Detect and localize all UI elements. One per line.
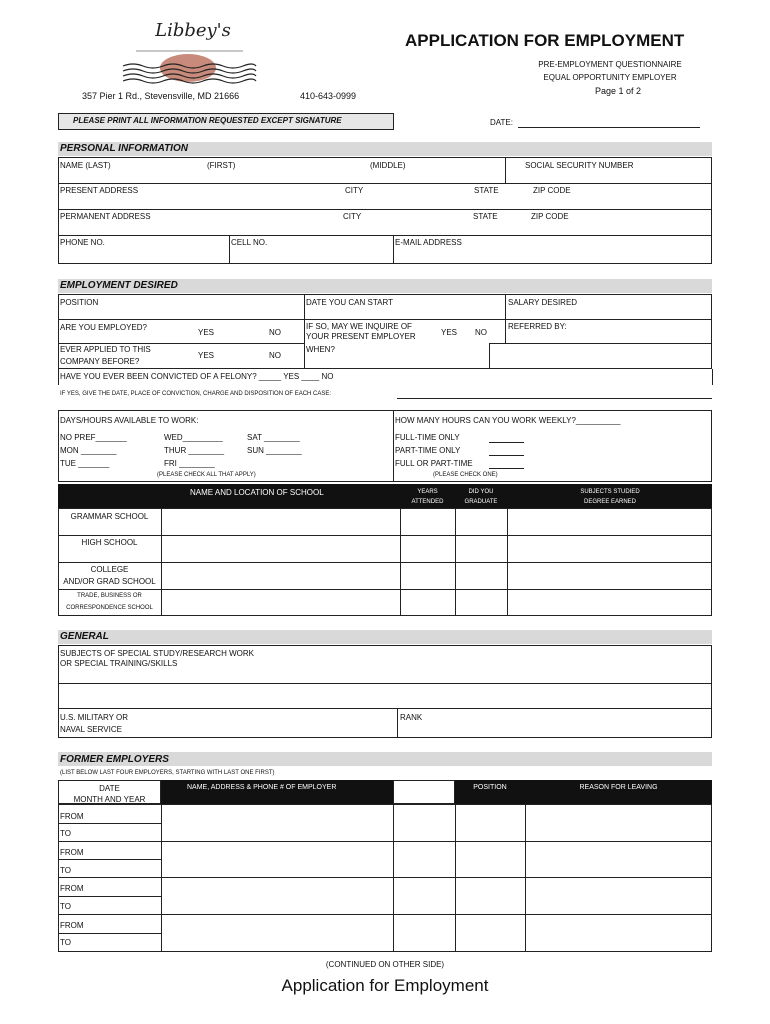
former-row2-to: TO xyxy=(60,866,71,875)
conviction-details-label: IF YES, GIVE THE DATE, PLACE OF CONVICTION, CHARGE AND DISPOSITION OF EACH CASE: xyxy=(60,391,332,397)
phone-text: 410-643-0999 xyxy=(300,91,357,101)
salary-label: SALARY DESIRED xyxy=(508,298,578,307)
edu-grammar-field[interactable] xyxy=(162,509,711,534)
part-time-field[interactable] xyxy=(489,455,524,456)
referred-label: REFERRED BY: xyxy=(508,322,567,331)
address-text: 357 Pier 1 Rd., Stevensville, MD 21666 xyxy=(82,91,240,101)
edu-row-trade-1: TRADE, BUSINESS OR xyxy=(77,593,142,599)
email-field[interactable] xyxy=(394,248,711,263)
former-col-date-2: MONTH AND YEAR xyxy=(73,795,146,804)
edu-row-high: HIGH SCHOOL xyxy=(81,538,138,547)
start-date-label: DATE YOU CAN START xyxy=(306,298,393,307)
name-last-label: NAME (LAST) xyxy=(60,161,111,170)
former-col-reason: REASON FOR LEAVING xyxy=(579,784,658,791)
day-sun[interactable]: SUN ________ xyxy=(247,446,302,455)
company-logo xyxy=(118,18,258,84)
edu-col-subj-1: SUBJECTS STUDIED xyxy=(580,489,640,495)
print-notice: PLEASE PRINT ALL INFORMATION REQUESTED EXCEPT SIGNATURE xyxy=(73,116,342,125)
edu-col-grad-2: GRADUATE xyxy=(464,499,498,505)
felony-question: HAVE YOU EVER BEEN CONVICTED OF A FELONY? _____ YES ____ NO xyxy=(60,372,334,381)
applied-label-2: COMPANY BEFORE? xyxy=(60,357,140,366)
former-row1-to: TO xyxy=(60,829,71,838)
edu-college-field[interactable] xyxy=(162,563,711,588)
present-address-label: PRESENT ADDRESS xyxy=(60,186,139,195)
former-col-date-1: DATE xyxy=(99,784,120,793)
edu-row-grammar: GRAMMAR SCHOOL xyxy=(70,512,149,521)
day-fri[interactable]: FRI ________ xyxy=(164,459,215,468)
edu-row-college-2: AND/OR GRAD SCHOOL xyxy=(63,577,156,586)
subtitle-questionnaire: PRE-EMPLOYMENT QUESTIONNAIRE xyxy=(538,60,682,69)
rank-label: RANK xyxy=(400,713,423,722)
present-address-field[interactable] xyxy=(59,196,711,208)
phone-field[interactable] xyxy=(59,248,228,263)
name-field[interactable] xyxy=(59,172,504,182)
present-city-label: CITY xyxy=(345,186,364,195)
day-no-pref[interactable]: NO PREF_______ xyxy=(60,433,127,442)
hours-weekly-label: HOW MANY HOURS CAN YOU WORK WEEKLY?__________ xyxy=(395,416,621,425)
full-time-label: FULL-TIME ONLY xyxy=(395,433,460,442)
applied-label-1: EVER APPLIED TO THIS xyxy=(60,345,151,354)
svg-text:Libbey's: Libbey's xyxy=(155,20,231,41)
employed-label: ARE YOU EMPLOYED? xyxy=(60,323,147,332)
inquire-label-2: YOUR PRESENT EMPLOYER xyxy=(306,332,416,341)
name-first-label: (FIRST) xyxy=(207,161,236,170)
edu-col-grad-1: DID YOU xyxy=(468,489,494,495)
applied-yes[interactable]: YES xyxy=(198,351,215,360)
position-label: POSITION xyxy=(60,298,99,307)
employed-no[interactable]: NO xyxy=(269,328,281,337)
email-label: E-MAIL ADDRESS xyxy=(395,238,462,247)
former-row4-fields[interactable] xyxy=(162,915,711,951)
day-tue[interactable]: TUE _______ xyxy=(60,459,110,468)
inquire-yes[interactable]: YES xyxy=(441,328,458,337)
former-row4-to: TO xyxy=(60,938,71,947)
rank-field[interactable] xyxy=(428,709,711,737)
check-all-note: (PLEASE CHECK ALL THAT APPLY) xyxy=(157,472,256,478)
part-time-label: PART-TIME ONLY xyxy=(395,446,461,455)
edu-col-subj-2: DEGREE EARNED xyxy=(583,499,636,505)
inquire-no[interactable]: NO xyxy=(475,328,487,337)
continued-note: (CONTINUED ON OTHER SIDE) xyxy=(325,960,445,969)
military-field[interactable] xyxy=(160,709,396,737)
former-col-position: POSITION xyxy=(473,784,507,791)
edu-col-school: NAME AND LOCATION OF SCHOOL xyxy=(190,488,324,497)
general-section-title: GENERAL xyxy=(60,631,109,642)
permanent-state-label: STATE xyxy=(473,212,498,221)
special-study-field[interactable] xyxy=(59,684,711,707)
day-wed[interactable]: WED_________ xyxy=(164,433,223,442)
edu-row-trade-2: CORRESPONDENCE SCHOOL xyxy=(66,605,153,611)
edu-col-years-1: YEARS xyxy=(417,489,438,495)
phone-label: PHONE NO. xyxy=(60,238,105,247)
special-study-label-2: OR SPECIAL TRAINING/SKILLS xyxy=(60,659,178,668)
when-label: WHEN? xyxy=(306,345,335,354)
general-section-bar xyxy=(58,630,712,644)
permanent-city-label: CITY xyxy=(343,212,362,221)
employment-section-title: EMPLOYMENT DESIRED xyxy=(60,280,178,291)
former-row1-fields[interactable] xyxy=(162,805,711,840)
edu-col-years-2: ATTENDED xyxy=(411,499,444,505)
cell-field[interactable] xyxy=(230,248,392,263)
full-time-field[interactable] xyxy=(489,442,524,443)
edu-high-field[interactable] xyxy=(162,536,711,561)
page-number: Page 1 of 2 xyxy=(594,86,642,96)
full-or-part-field[interactable] xyxy=(489,468,524,469)
conviction-details-field[interactable] xyxy=(397,398,712,399)
former-section-title: FORMER EMPLOYERS xyxy=(60,754,169,765)
ssn-label: SOCIAL SECURITY NUMBER xyxy=(525,161,634,170)
salary-field[interactable] xyxy=(506,308,711,318)
name-middle-label: (MIDDLE) xyxy=(370,161,406,170)
military-label-1: U.S. MILITARY OR xyxy=(60,713,129,722)
days-label: DAYS/HOURS AVAILABLE TO WORK: xyxy=(60,416,199,425)
former-row3-fields[interactable] xyxy=(162,878,711,913)
present-zip-label: ZIP CODE xyxy=(533,186,571,195)
former-row3-to: TO xyxy=(60,902,71,911)
footer-caption: Application for Employment xyxy=(281,976,489,995)
former-note: (LIST BELOW LAST FOUR EMPLOYERS, STARTING WITH LAST ONE FIRST) xyxy=(60,770,275,776)
former-row2-from: FROM xyxy=(60,848,84,857)
page-title: APPLICATION FOR EMPLOYMENT xyxy=(405,31,685,50)
permanent-address-label: PERMANENT ADDRESS xyxy=(60,212,151,221)
subtitle-eoe: EQUAL OPPORTUNITY EMPLOYER xyxy=(543,73,677,82)
position-field[interactable] xyxy=(59,308,303,318)
present-state-label: STATE xyxy=(474,186,499,195)
former-col-name: NAME, ADDRESS & PHONE # OF EMPLOYER xyxy=(187,784,337,791)
former-row2-fields[interactable] xyxy=(162,842,711,876)
applied-no[interactable]: NO xyxy=(269,351,281,360)
special-study-label-1: SUBJECTS OF SPECIAL STUDY/RESEARCH WORK xyxy=(60,649,254,658)
inquire-label-1: IF SO, MAY WE INQUIRE OF xyxy=(306,322,412,331)
employed-yes[interactable]: YES xyxy=(198,328,215,337)
day-sat[interactable]: SAT ________ xyxy=(247,433,300,442)
ssn-field[interactable] xyxy=(506,172,711,182)
military-label-2: NAVAL SERVICE xyxy=(60,725,122,734)
day-thur[interactable]: THUR ________ xyxy=(164,446,225,455)
edu-row-college-1: COLLEGE xyxy=(90,565,129,574)
permanent-zip-label: ZIP CODE xyxy=(531,212,569,221)
former-row1-from: FROM xyxy=(60,812,84,821)
cell-label: CELL NO. xyxy=(231,238,268,247)
day-mon[interactable]: MON ________ xyxy=(60,446,117,455)
former-row3-from: FROM xyxy=(60,884,84,893)
check-one-note: (PLEASE CHECK ONE) xyxy=(433,472,498,478)
former-row4-from: FROM xyxy=(60,921,84,930)
start-date-field[interactable] xyxy=(305,308,504,318)
full-or-part-label: FULL OR PART-TIME xyxy=(395,459,473,468)
permanent-address-field[interactable] xyxy=(59,222,711,234)
date-field[interactable] xyxy=(518,127,700,128)
date-label: DATE: xyxy=(490,118,513,127)
personal-section-title: PERSONAL INFORMATION xyxy=(60,143,188,154)
edu-trade-field[interactable] xyxy=(162,590,711,615)
